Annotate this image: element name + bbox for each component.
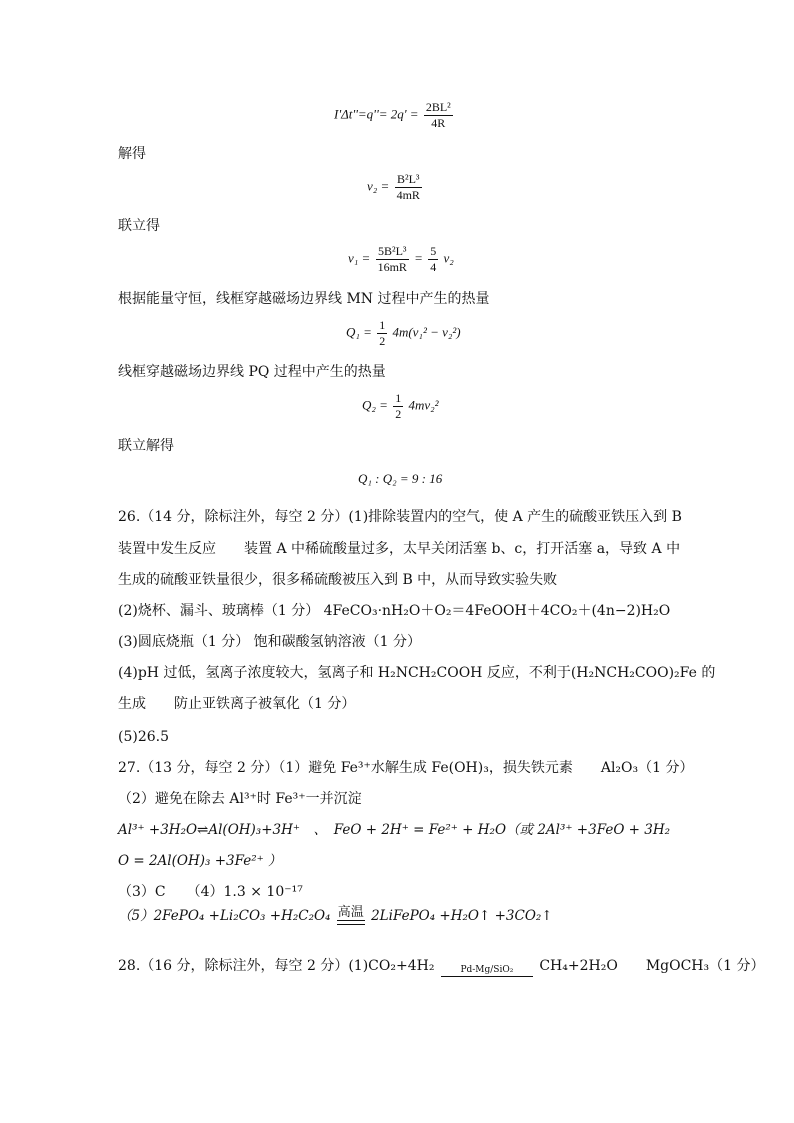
q26-line-2: 装置中发生反应 装置 A 中稀硫酸量过多，太早关闭活塞 b、c，打开活塞 a，导致 A 中 [118, 541, 681, 557]
text-lianlijiede: 联立解得 [118, 438, 174, 454]
eq3-lhs: v₁ = [348, 250, 371, 266]
eq2-lhs: v₂ = [367, 178, 390, 194]
eq4-tail: 4m(v₁² − v₂²) [392, 324, 461, 340]
eq3-fraction1 [376, 244, 409, 275]
q26-line-4: (2)烧杯、漏斗、玻璃棒（1 分） 4FeCO₃·nH₂O＋O₂＝4FeOOH＋4CO₂＋(4n−2)H₂O [118, 603, 671, 619]
q26-line-7: 生成 防止亚铁离子被氧化（1 分） [118, 696, 356, 712]
eq5-lhs: Q₂ = [362, 397, 388, 413]
q26-line-8: (5)26.5 [118, 729, 170, 745]
q27-line-3: Al³⁺ +3H₂O⇌Al(OH)₃+3H⁺ 、 FeO + 2H⁺ = Fe²⁺ + H₂O（或 2Al³⁺ +3FeO + 3H₂ [118, 822, 671, 838]
q26-line-1: 26.（14 分，除标注外，每空 2 分）(1)排除装置内的空气，使 A 产生的硫酸亚铁压入到 B [118, 509, 682, 525]
q28-post: CH₄+2H₂O MgOCH₃（1 分） [539, 958, 765, 974]
q26-line-3: 生成的硫酸亚铁量很少，很多稀硫酸被压入到 B 中，从而导致实验失败 [118, 572, 558, 588]
eq3-fraction2 [428, 244, 438, 275]
eq5-fraction [393, 391, 403, 422]
eq3-tail: v₂ [443, 250, 454, 266]
catalyst-arrow [441, 965, 533, 977]
eq4-num: 1 [379, 318, 386, 332]
eq2-den: 4mR [396, 188, 420, 202]
eq3-den2: 4 [430, 260, 437, 274]
q28-condition: Pd-Mg/SiO₂ [460, 965, 514, 975]
q27-line-4: O = 2Al(OH)₃ +3Fe²⁺ ） [118, 853, 282, 869]
eq1-den: 4R [431, 116, 446, 130]
reaction-line [441, 976, 533, 977]
eq3-mid: = [414, 250, 423, 266]
q27-l6-reactants: （5）2FePO₄ +Li₂CO₃ +H₂C₂O₄ [118, 908, 331, 924]
text-lianlide: 联立得 [118, 218, 160, 234]
equation-v1 [348, 244, 454, 275]
text-pq: 线框穿越磁场边界线 PQ 过程中产生的热量 [118, 364, 386, 380]
equation-q2 [362, 391, 439, 422]
eq2-num: B²L³ [396, 172, 420, 186]
equation-v2 [367, 172, 424, 203]
eq1-lhs: I'Δt''=q''= 2q' = [334, 106, 419, 122]
eq5-den: 2 [395, 407, 402, 421]
q28-pre: 28.（16 分，除标注外，每空 2 分）(1)CO₂+4H₂ [118, 958, 435, 974]
eq1-fraction [424, 100, 453, 131]
text-energy: 根据能量守恒，线框穿越磁场边界线 MN 过程中产生的热量 [118, 291, 490, 307]
eq4-den: 2 [379, 334, 386, 348]
eq4-lhs: Q₁ = [346, 324, 372, 340]
q27-line-1: 27.（13 分，每空 2 分）（1）避免 Fe³⁺水解生成 Fe(OH)₃，损失铁元素 Al₂O₃（1 分） [118, 760, 694, 776]
q27-line-6 [118, 906, 553, 926]
q27-line-5: （3）C （4）1.3 × 10⁻¹⁷ [118, 884, 303, 900]
q27-l6-condition: 高温 [337, 905, 364, 920]
text-jiede: 解得 [118, 146, 146, 162]
q27-l6-products: 2LiFePO₄ +H₂O↑ +3CO₂↑ [371, 908, 553, 924]
q27-line-2: （2）避免在除去 Al³⁺时 Fe³⁺一并沉淀 [118, 791, 362, 807]
eq4-fraction [377, 318, 387, 349]
eq3-num2: 5 [430, 244, 437, 258]
equation-q1 [346, 318, 461, 349]
eq1-num: 2BL² [425, 100, 451, 114]
eq5-tail: 4mv₂² [408, 397, 439, 413]
eq5-num: 1 [395, 391, 402, 405]
equation-charge [334, 100, 455, 131]
high-temp-equals-sign [337, 906, 365, 925]
double-line [337, 920, 365, 925]
eq3-num: 5B²L³ [377, 244, 407, 258]
equation-ratio: Q₁ : Q₂ = 9 : 16 [358, 471, 443, 486]
q26-line-6: (4)pH 过低，氢离子浓度较大，氢离子和 H₂NCH₂COOH 反应，不利于(H₂NCH₂COO)₂Fe 的 [118, 665, 716, 681]
q28-line-1 [118, 956, 764, 977]
eq2-fraction [395, 172, 422, 203]
eq3-den: 16mR [377, 260, 407, 274]
q26-line-5: (3)圆底烧瓶（1 分） 饱和碳酸氢钠溶液（1 分） [118, 634, 421, 650]
